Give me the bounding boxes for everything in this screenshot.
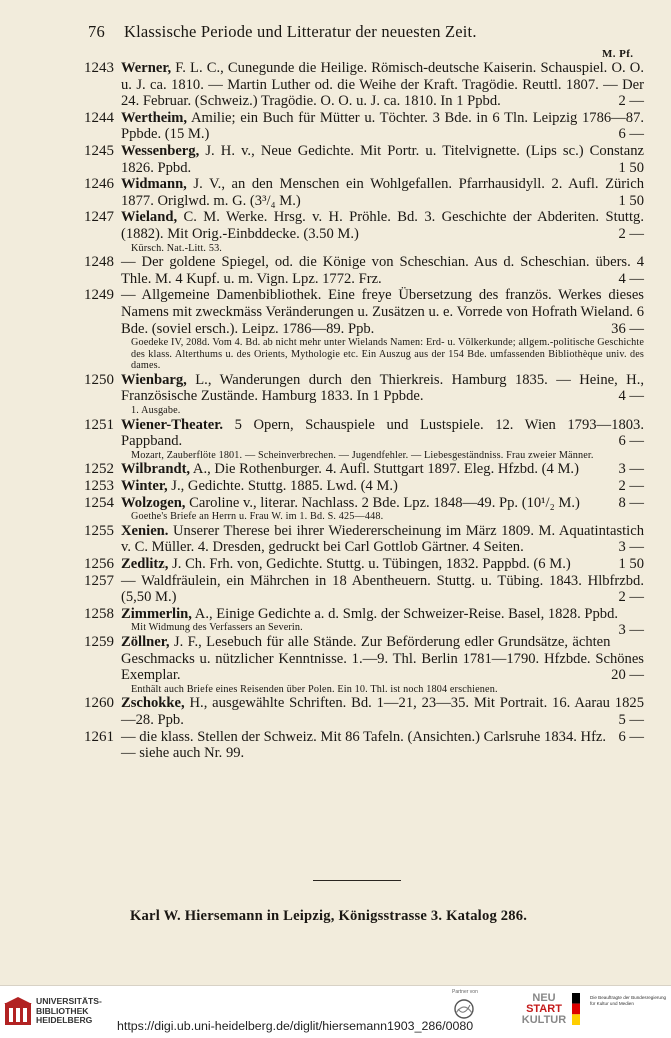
entry-price: 6 — xyxy=(618,433,644,450)
entry-text: — Der goldene Spiegel, od. die Könige von Scheschian. Aus d. Scheschian. übers. 4 Thle. M. 4 Kupf. u. m. Vign. Lpz. 1772. Frz. xyxy=(121,254,644,287)
entry-author: Zöllner, xyxy=(121,633,170,650)
catalog-entry xyxy=(84,143,644,176)
catalog-entry xyxy=(84,287,644,372)
entry-number: 1246 xyxy=(84,176,114,193)
entry-price: 2 — xyxy=(618,93,644,110)
entry-author: Winter, xyxy=(121,478,168,495)
partner-label: Partner von xyxy=(452,989,478,995)
catalog-entry xyxy=(84,372,644,417)
entry-author: Zschokke, xyxy=(121,695,185,712)
neustart-kultur-logo[interactable] xyxy=(520,993,568,1026)
entry-number: 1260 xyxy=(84,695,114,712)
entry-body xyxy=(121,634,644,684)
entry-body xyxy=(121,556,644,573)
catalog-entry xyxy=(84,495,644,523)
entry-price: 6 — xyxy=(618,728,644,745)
entry-body xyxy=(121,695,644,728)
entry-author: Wertheim, xyxy=(121,109,188,126)
entry-number: 1248 xyxy=(84,254,114,271)
entry-text: J. Ch. Frh. von, Gedichte. Stuttg. u. Tübingen, 1832. Pappbd. (6 M.) xyxy=(172,556,571,572)
catalog-entry xyxy=(84,478,644,495)
library-line-3: HEIDELBERG xyxy=(36,1015,93,1025)
entry-author: Zedlitz, xyxy=(121,556,169,572)
entry-number: 1258 xyxy=(84,605,114,622)
entry-body xyxy=(121,287,644,337)
catalog-entry xyxy=(84,523,644,556)
entry-author: Wolzogen, xyxy=(121,494,186,511)
entry-cross-reference: — siehe auch Nr. 99. xyxy=(121,745,245,762)
entry-body xyxy=(121,110,644,143)
entry-text: C. M. Werke. Hrsg. v. H. Pröhle. Bd. 3. Geschichte der Abderiten. Stuttg. (1882). Mit Orig.-Einbddecke. (3.50 M.) xyxy=(121,209,644,242)
entry-author: Wieland, xyxy=(121,209,178,226)
entry-note: 1. Ausgabe. xyxy=(131,405,181,417)
entry-number: 1259 xyxy=(84,633,114,650)
catalog-entry xyxy=(84,254,644,287)
entry-author: Wienbarg, xyxy=(121,371,187,388)
entry-price: 1 50 xyxy=(618,159,644,176)
catalog-entries xyxy=(84,60,644,762)
entry-note: Mit Widmung des Verfassers an Severin. xyxy=(131,622,303,634)
catalog-entry xyxy=(84,60,644,110)
entry-number: 1244 xyxy=(84,109,114,126)
entry-text: A., Einige Gedichte a. d. Smlg. der Schweizer-Reise. Basel, 1828. Ppbd. xyxy=(194,605,619,622)
entry-text: J., Gedichte. Stuttg. 1885. Lwd. (4 M.) xyxy=(171,478,398,495)
partner-logo-icon[interactable] xyxy=(450,997,478,1021)
catalog-entry xyxy=(84,556,644,573)
entry-note: Goethe's Briefe an Herrn u. Frau W. im 1. Bd. S. 425—448. xyxy=(131,511,384,523)
entry-number: 1254 xyxy=(84,494,114,511)
entry-number: 1245 xyxy=(84,142,114,159)
entry-body xyxy=(121,254,644,287)
entry-price: 2 — xyxy=(618,225,644,242)
neustart-line-1: NEU xyxy=(532,992,556,1004)
entry-price: 8 — xyxy=(618,494,644,511)
entry-price: 5 — xyxy=(618,711,644,728)
entry-text: J. V., an den Menschen ein Wohlgefallen. Pfarrhausidyll. 2. Aufl. Zürich 1877. Origlwd. m. G. (3³/₄ M.) xyxy=(121,176,644,209)
catalog-entry xyxy=(84,176,644,209)
entry-price: 1 50 xyxy=(618,556,644,572)
entry-text: J. H. v., Neue Gedichte. Mit Portr. u. Titelvignette. (Lips sc.) Constanz 1826. Ppbd. xyxy=(121,142,644,176)
entry-price: 36 — xyxy=(611,320,644,337)
entry-text: L., Wanderungen durch den Thierkreis. Hamburg 1835. — Heine, H., Französische Zustände. Hamburg 1833. In 1 Ppbde. xyxy=(121,371,644,405)
entry-text: 5 Opern, Schauspiele und Lustspiele. 12. Wien 1793—1803. Pappband. xyxy=(121,416,644,450)
entry-number: 1257 xyxy=(84,572,114,589)
neustart-line-2: START xyxy=(526,1003,562,1015)
entry-number: 1261 xyxy=(84,728,114,745)
entry-text: Caroline v., literar. Nachlass. 2 Bde. Lpz. 1848—49. Pp. (10¹/₂ M.) xyxy=(189,494,580,511)
entry-body xyxy=(121,209,644,242)
entry-price: 4 — xyxy=(618,270,644,287)
page-title: Klassische Periode und Litteratur der neuesten Zeit. xyxy=(124,22,477,41)
divider xyxy=(313,880,401,881)
entry-number: 1251 xyxy=(84,416,114,433)
catalog-entry xyxy=(84,695,644,728)
library-line-2: BIBLIOTHEK xyxy=(36,1005,89,1016)
entry-note: Kürsch. Nat.-Litt. 53. xyxy=(131,242,223,254)
catalog-entry xyxy=(84,110,644,143)
entry-number: 1252 xyxy=(84,461,114,478)
entry-text: J. F., Lesebuch für alle Stände. Zur Beförderung edler Grundsätze, ächten Geschmacks u. nützlicher Kenntnisse. 1.—9. Thl. Berlin 1781—1790. Hfzbde. Schönes Exemplar. xyxy=(121,633,644,684)
entry-author: Zimmerlin, xyxy=(121,605,192,622)
entry-text: F. L. C., Cunegunde die Heilige. Römisch-deutsche Kaiserin. Schauspiel. O. O. u. J. ca. 1810. — Martin Luther od. die Weihe der Kraft. Tragödie. Reuttl. 1807. — Der 24. Februar. (Schweiz.) Tragödie. O. O. u. J. ca. 1810. In 1 Ppbd. xyxy=(121,60,644,110)
entry-text: H., ausgewählte Schriften. Bd. 1—21, 23—35. Mit Portrait. 16. Aarau 1825—28. Ppb. xyxy=(121,695,644,728)
entry-price: 3 — xyxy=(618,461,644,478)
entry-body xyxy=(121,461,644,478)
entry-author: Wilbrandt, xyxy=(121,461,191,478)
entry-author: Wiener-Theater. xyxy=(121,416,223,433)
entry-body xyxy=(121,573,644,606)
catalog-entry xyxy=(84,605,644,639)
entry-number: 1249 xyxy=(84,287,114,304)
entry-price: 20 — xyxy=(611,667,644,684)
university-library-logo-icon[interactable] xyxy=(4,997,32,1027)
entry-number: 1256 xyxy=(84,556,114,572)
catalog-entry xyxy=(84,461,644,478)
entry-number: 1243 xyxy=(84,60,114,76)
currency-column-label: M. Pf. xyxy=(602,48,634,60)
entry-body xyxy=(121,417,644,450)
entry-text: Amilie; ein Buch für Mütter u. Töchter. 3 Bde. in 6 Tln. Leipzig 1786—87. Ppbde. (15 M.) xyxy=(121,109,645,143)
entry-text: — Waldfräulein, ein Mährchen in 18 Abentheuern. Stuttg. u. Tübing. 1843. Hlbfrzbd. (5,50 M.) xyxy=(121,572,644,606)
entry-body xyxy=(121,523,644,556)
entry-text: — Allgemeine Damenbibliothek. Eine freye Übersetzung des französ. Werkes dieses Namens mit zweckmäss Veränderungen u. Zusätzen u. e. Vorrede von Hofrath Wieland. 6 Bde. (soviel ersch.). Leipz. 1786—89. Ppb. xyxy=(121,287,644,337)
neustart-line-3: KULTUR xyxy=(521,1014,567,1026)
catalog-entry xyxy=(84,729,644,762)
entry-body xyxy=(121,729,644,746)
entry-price: 3 — xyxy=(618,622,644,639)
catalog-entry xyxy=(84,209,644,254)
catalog-entry xyxy=(84,573,644,606)
entry-price: 1 50 xyxy=(618,192,644,209)
entry-number: 1247 xyxy=(84,209,114,226)
page-number: 76 xyxy=(88,22,105,41)
federal-flag-icon xyxy=(572,993,580,1025)
entry-author: Xenien. xyxy=(121,522,169,539)
entry-number: 1255 xyxy=(84,522,114,539)
entry-text: — die klass. Stellen der Schweiz. Mit 86 Tafeln. (Ansichten.) Carlsruhe 1834. Hfz. xyxy=(121,728,607,745)
entry-body xyxy=(121,60,644,110)
entry-body xyxy=(121,495,644,512)
entry-note: Goedeke IV, 208d. Vom 4. Bd. ab nicht mehr unter Wielands Namen: Erd- u. Völkerkunde; allgem.-politische Geschichte des klass. Alterthums u. des Orients, Mythologie etc. Ein Auszug aus der 154 Bde. umfassenden Bibliothèque univ. des dames. xyxy=(131,337,644,372)
entry-number: 1253 xyxy=(84,478,114,495)
catalog-entry xyxy=(84,634,644,695)
entry-body xyxy=(121,372,644,405)
entry-price: 3 — xyxy=(618,539,644,556)
entry-price: 2 — xyxy=(618,589,644,606)
entry-text: Unserer Therese bei ihrer Wiedererscheinung im März 1809. M. Aquatintastich v. C. Müller. 4. Dresden, gedruckt bei Carl Gottlob Gärtner. 4 Seiten. xyxy=(121,522,645,556)
source-url[interactable]: https://digi.ub.uni-heidelberg.de/diglit/hiersemann1903_286/0080 xyxy=(117,1019,474,1033)
entry-body xyxy=(121,143,644,176)
entry-body xyxy=(121,176,644,209)
entry-price: 4 — xyxy=(618,388,644,405)
library-line-1: UNIVERSITÄTS- xyxy=(36,996,102,1006)
entry-text: A., Die Rothenburger. 4. Aufl. Stuttgart 1897. Eleg. Hfzbd. (4 M.) xyxy=(192,461,579,478)
entry-price: 2 — xyxy=(618,478,644,495)
entry-author: Werner, xyxy=(121,60,172,76)
bkm-label[interactable]: Die Beauftragte der Bundesregierung für Kultur und Medien xyxy=(590,995,667,1006)
entry-body xyxy=(121,478,644,495)
entry-note: Mozart, Zauberflöte 1801. — Scheinverbrechen. — Jugendfehler. — Liebesgeständniss. Frau zweier Männer. xyxy=(131,449,594,461)
entry-number: 1250 xyxy=(84,371,114,388)
catalog-footer: Karl W. Hiersemann in Leipzig, Königsstrasse 3. Katalog 286. xyxy=(130,908,528,924)
catalog-entry xyxy=(84,417,644,462)
entry-author: Wessenberg, xyxy=(121,142,200,159)
entry-author: Widmann, xyxy=(121,176,187,193)
entry-price: 6 — xyxy=(618,126,644,143)
university-library-name[interactable] xyxy=(36,997,102,1026)
entry-note: Enthält auch Briefe eines Reisenden über Polen. Ein 10. Thl. ist noch 1804 erschienen. xyxy=(131,683,498,695)
